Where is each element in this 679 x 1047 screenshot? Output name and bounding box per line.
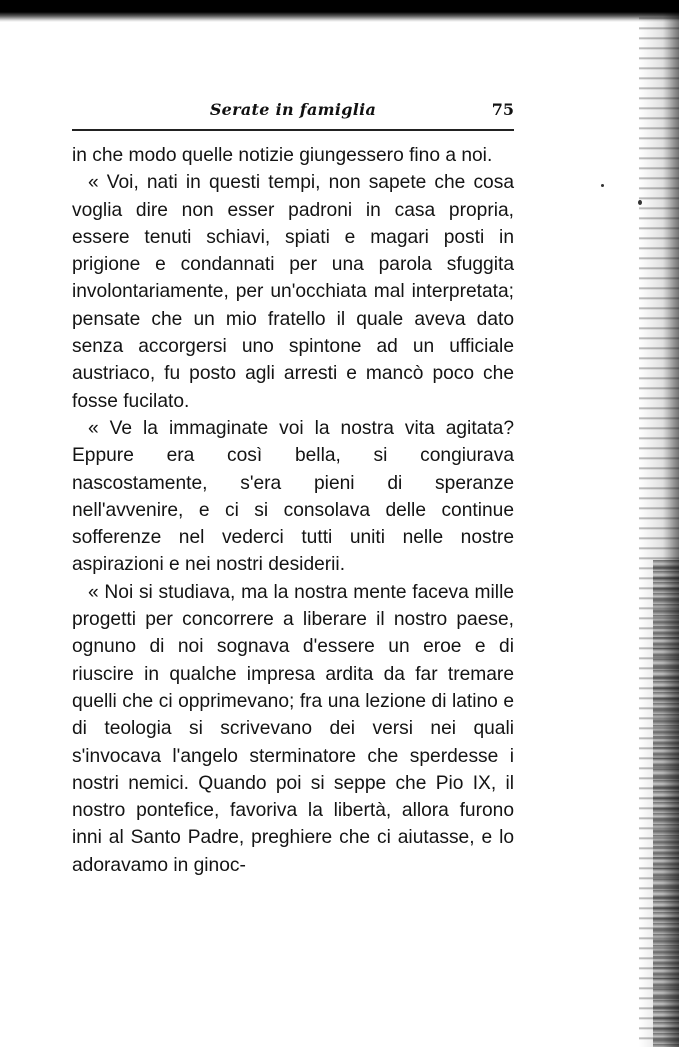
speck [601,184,604,187]
paragraph: « Voi, nati in questi tempi, non sapete che cosa voglia dire non esser padroni in casa propria, essere tenuti schiavi, spiati e magari posti in prigione e condannati per una parola sfuggita involontariamente, per un'occhiata mal interpretata; pensate che un mio fratello il quale aveva dato senza accorgersi uno spintone ad un ufficiale austriaco, fu posto agli arresti e mancò poco che fosse fucilato. [72,172,514,412]
page-header [72,95,514,131]
page-number: 75 [491,100,514,119]
paragraph: « Noi si studiava, ma la nostra mente faceva mille progetti per concorrere a liberare il nostro paese, ognuno di noi sognava d'essere un eroe e di riuscire in qualche impresa ardita da far tremare quelli che ci opprimevano; fra una lezione di latino e di teologia si scrivevano dei versi nei quali s'invocava l'angelo sterminatore che sperdesse i nostri nemici. Quando poi si seppe che Pio IX, il nostro pontefice, favoriva la libertà, allora furono inni al Santo Padre, preghiere che ci aiutasse, e lo adoravamo in ginoc- [72,581,514,876]
body-text [72,142,514,879]
running-title: Serate in famiglia [209,100,377,119]
scan-top-shadow [0,0,679,22]
paragraph: in che modo quelle notizie giungessero fino a noi. [72,145,493,166]
paragraph: « Ve la immaginate voi la nostra vita agitata? Eppure era così bella, si congiurava nascostamente, s'era pieni di speranze nell'avvenire, e ci si consolava delle continue sofferenze nel vederci tutti uniti nelle nostre aspirazioni e nei nostri desiderii. [72,417,514,576]
speck [638,200,642,205]
page-edge-binding [653,560,679,1047]
